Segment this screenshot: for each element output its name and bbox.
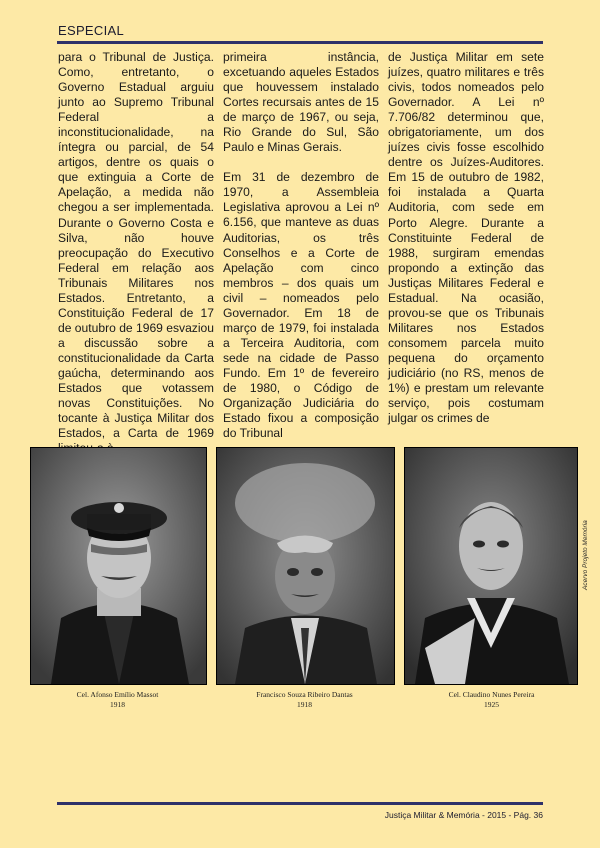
text-column-3 xyxy=(388,50,544,440)
portrait-photo-pereira xyxy=(404,447,578,685)
caption-name: Cel. Afonso Emílio Massot xyxy=(76,690,159,699)
caption-name: Cel. Claudino Nunes Pereira xyxy=(448,690,535,699)
portrait-photo-dantas xyxy=(216,447,395,685)
text-column-1 xyxy=(58,50,214,440)
photo-credit: Acervo Projeto Memória xyxy=(582,520,589,590)
paragraph: de Justiça Militar em sete juízes, quatro militares e três civis, todos nomeados pelo Governador. A Lei nº 7.706/82 determinou que, obrigatoriamente, um dos juízes civis fosse escolhido dentre os Juízes-Auditores. Em 15 de outubro de 1982, foi instalada a Quarta Auditoria, com sede em Porto Alegre. Durante a Constituinte Federal de 1988, surgiram emendas propondo a extinção das Justiças Militares Federal e Estadual. Na ocasião, provou-se que os Tribunais Militares nos Estados consomem parcela muito pequena do orçamento judiciário (no RS, menos de 1%) e prestam um relevante serviço, pois costumam julgar os crimes de xyxy=(388,50,544,426)
portrait-caption xyxy=(30,690,205,710)
header-rule xyxy=(57,41,543,44)
paragraph: primeira instância, excetuando aqueles Estados que houvessem instalado Cortes recursais antes de 15 de março de 1967, ou seja, Rio Grande do Sul, São Paulo e Minas Gerais. xyxy=(223,50,379,155)
caption-year: 1918 xyxy=(297,700,312,709)
caption-year: 1918 xyxy=(110,700,125,709)
portrait-gallery xyxy=(30,447,590,687)
page-footer: Justiça Militar & Memória - 2015 - Pág. 36 xyxy=(384,810,543,820)
portrait-caption xyxy=(404,690,579,710)
portrait-caption xyxy=(217,690,392,710)
article-body xyxy=(58,50,544,440)
caption-name: Francisco Souza Ribeiro Dantas xyxy=(256,690,353,699)
portrait-photo-massot xyxy=(30,447,207,685)
caption-year: 1925 xyxy=(484,700,499,709)
section-label: ESPECIAL xyxy=(58,23,124,38)
footer-rule xyxy=(57,802,543,805)
paragraph: Em 31 de dezembro de 1970, a Assembleia Legislativa aprovou a Lei nº 6.156, que manteve as duas Auditorias, os três Conselhos e a Corte de Apelação com cinco membros – dos quais um civil – nomeados pelo Governador. Em 18 de março de 1979, foi instalada a Terceira Auditoria, com sede na cidade de Passo Fundo. Em 1º de fevereiro de 1980, o Código de Organização Judiciária do Estado fixou a composição do Tribunal xyxy=(223,170,379,441)
text-column-2 xyxy=(223,50,379,440)
paragraph: para o Tribunal de Justiça. Como, entretanto, o Governo Estadual arguiu junto ao Supremo Tribunal Federal a inconstitucionalidade, na íntegra ou parcial, de 54 artigos, dentre os quais o que extinguia a Corte de Apelação, a medida não chegou a ser implementada. Durante o Governo Costa e Silva, não houve preocupação do Executivo Federal em relação aos Tribunais Militares nos Estados. Entretanto, a Constituição Federal de 17 de outubro de 1969 esvaziou a discussão sobre a constitucionalidade da Carta gaúcha, determinando aos Estados que votassem novas Constituições. No tocante à Justiça Militar dos Estados, a Carta de 1969 xyxy=(58,50,214,441)
